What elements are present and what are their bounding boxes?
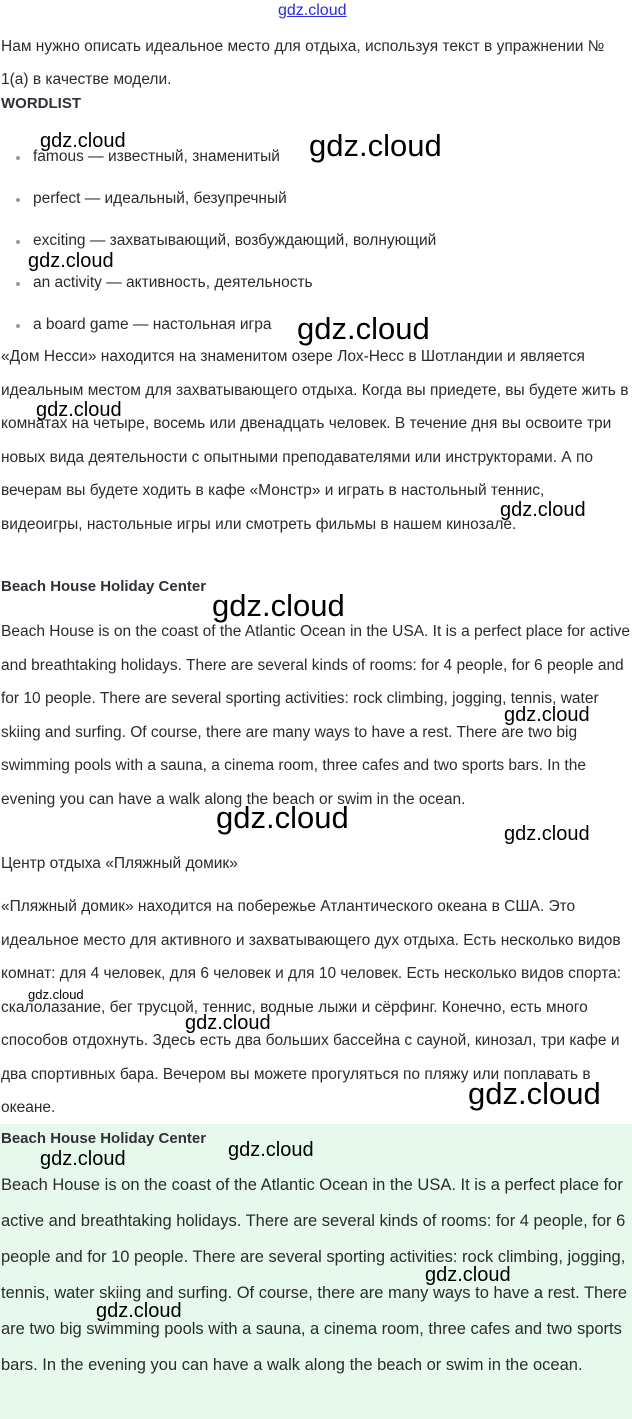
watermark: gdz.cloud xyxy=(185,1012,271,1034)
watermark: gdz.cloud xyxy=(504,704,590,726)
beach-house-russian-text: «Пляжный домик» находится на побережье Атлантического океана в США. Это идеальное место для активного и захватывающего дух отдыха. Есть несколько видов комнат: для 4 человек, для 6 человек и для 10 человек. Есть несколько видов спорта: скалолазание, бег трусцой, теннис, водные лыжи и сёрфинг. Конечно, есть много способов отдохнуть. Здесь есть два больших бассейна с сауной, кинозал, три кафе и два спортивных бара. Вечером вы можете прогуляться по пляжу или поплавать в океане. xyxy=(1,898,622,1116)
bullet-icon xyxy=(16,240,20,244)
bullet-icon xyxy=(16,282,20,286)
wordlist-entry: an activity — активность, деятельность xyxy=(33,274,313,291)
bullet-icon xyxy=(16,156,20,160)
watermark: gdz.cloud xyxy=(28,987,84,1002)
beach-house-english-text: Beach House is on the coast of the Atlantic Ocean in the USA. It is a perfect place for active and breathtaking holidays. There are several kinds of rooms: for 4 people, for 6 people and for 10 people. There are several sporting activities: rock climbing, jogging, tennis, water skiing and surfing. Of course, there are many ways to have a rest. There are two big swimming pools with a sauna, a cinema room, three cafes and two sports bars. In the evening you can have a walk along the beach or swim in the ocean. xyxy=(1,623,630,808)
nessie-russian-text: «Дом Несси» находится на знаменитом озере Лох-Несс в Шотландии и является идеальным местом для захватывающего отдыха. Когда вы приедете, вы будете жить в комнатах на четыре, восемь или двенадцать человек. В течение дня вы освоите три новых вида деятельности с опытными преподавателями или инструкторами. А по вечерам вы будете ходить в кафе «Монстр» и играть в настольный теннис, видеоигры, настольные игры или смотреть фильмы в нашем кинозале. xyxy=(1,348,629,533)
wordlist-entry: exciting — захватывающий, возбуждающий, волнующий xyxy=(33,232,437,249)
watermark: gdz.cloud xyxy=(36,399,122,421)
watermark: gdz.cloud xyxy=(216,800,349,835)
site-link[interactable]: gdz.cloud xyxy=(278,2,347,19)
bullet-icon xyxy=(16,324,20,328)
list-item xyxy=(0,182,436,224)
watermark: gdz.cloud xyxy=(96,1300,182,1322)
wordlist-heading: WORDLIST xyxy=(1,95,81,112)
answer-heading: Beach House Holiday Center xyxy=(1,1130,207,1147)
watermark: gdz.cloud xyxy=(297,311,430,346)
wordlist-entry: perfect — идеальный, безупречный xyxy=(33,190,287,207)
watermark: gdz.cloud xyxy=(500,499,586,521)
watermark: gdz.cloud xyxy=(309,128,442,163)
watermark: gdz.cloud xyxy=(28,250,114,272)
beach-house-russian-heading: Центр отдыха «Пляжный домик» xyxy=(1,855,238,872)
bullet-icon xyxy=(16,198,20,202)
wordlist-entry: a board game — настольная игра xyxy=(33,316,272,333)
watermark: gdz.cloud xyxy=(468,1076,601,1111)
answer-text: Beach House is on the coast of the Atlantic Ocean in the USA. It is a perfect place for active and breathtaking holidays. There are several kinds of rooms: for 4 people, for 6 people and for 10 people. There are several sporting activities: rock climbing, jogging, tennis, water skiing and surfing. Of course, there are many ways to have a rest. There are two big swimming pools with a sauna, a cinema room, three cafes and two sports bars. In the evening you can have a walk along the beach or swim in the ocean. xyxy=(1,1176,628,1374)
watermark: gdz.cloud xyxy=(40,130,126,152)
beach-house-heading: Beach House Holiday Center xyxy=(1,578,207,595)
watermark: gdz.cloud xyxy=(40,1148,126,1170)
watermark: gdz.cloud xyxy=(504,823,590,845)
watermark: gdz.cloud xyxy=(212,588,345,623)
watermark: gdz.cloud xyxy=(425,1264,511,1286)
intro-text: Нам нужно описать идеальное место для отдыха, используя текст в упражнении № 1(а) в качестве модели. xyxy=(1,38,605,88)
wordlist-entry: famous — известный, знаменитый xyxy=(33,148,280,165)
watermark: gdz.cloud xyxy=(228,1139,314,1161)
